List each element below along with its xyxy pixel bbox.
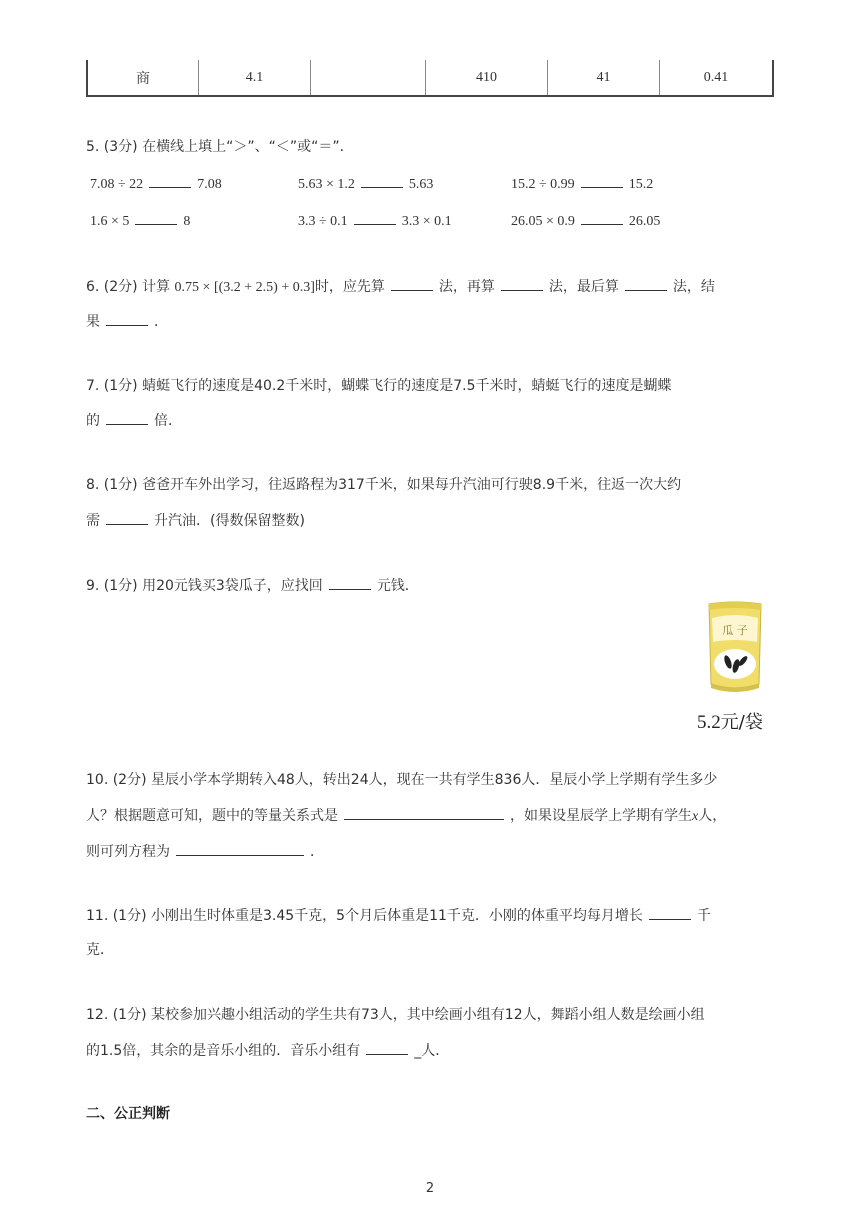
answer-blank[interactable]: [581, 210, 623, 225]
q6-line1: 6. (2分) 计算 0.75 × [(3.2 + 2.5) + 0.3]时，应先算 法，再算 法，最后算 法，结: [86, 276, 715, 298]
q7-line1: 7. (1分) 蜻蜓飞行的速度是40.2千米时，蝴蝶飞行的速度是7.5千米时，蜻蜓飞行的速度是蝴蝶: [86, 378, 672, 394]
bag-label: 瓜 子: [722, 624, 748, 637]
answer-blank[interactable]: [366, 1040, 408, 1055]
q6-line2: 果 ．: [86, 311, 168, 332]
answer-blank[interactable]: [625, 276, 667, 291]
price-label: 5.2元/袋: [697, 712, 763, 733]
answer-blank[interactable]: [106, 510, 148, 525]
q7-line2: 的 倍．: [86, 410, 182, 431]
q10-line2: 人？根据题意可知，题中的等量关系式是 ，如果设星辰学上学期有学生x人，: [86, 805, 726, 827]
q11-line1: 11. (1分) 小刚出生时体重是3.45千克，5个月后体重是11千克．小刚的体重平均每月增长 千: [86, 905, 711, 926]
q5-item: 5.63 × 1.2 5.63: [298, 173, 433, 193]
table-cell: 商: [88, 60, 199, 95]
q5-item: 3.3 ÷ 0.1 3.3 × 0.1: [298, 210, 452, 230]
answer-blank[interactable]: [176, 841, 304, 856]
q12-line1: 12. (1分) 某校参加兴趣小组活动的学生共有73人，其中绘画小组有12人，舞蹈小组人数是绘画小组: [86, 1007, 705, 1023]
q11-line2: 克．: [86, 942, 114, 958]
answer-blank[interactable]: [581, 173, 623, 188]
answer-blank[interactable]: [361, 173, 403, 188]
answer-blank[interactable]: [649, 905, 691, 920]
answer-blank[interactable]: [391, 276, 433, 291]
answer-blank[interactable]: [135, 210, 177, 225]
answer-blank[interactable]: [329, 575, 371, 590]
table-cell: 410: [426, 60, 548, 95]
answer-table: [86, 60, 774, 97]
q5-item: 1.6 × 5 8: [90, 210, 190, 230]
q8-line1: 8. (1分) 爸爸开车外出学习，往返路程为317千米，如果每升汽油可行驶8.9千米，往返一次大约: [86, 477, 682, 493]
table-cell: [311, 60, 426, 95]
table-cell: 41: [548, 60, 660, 95]
q9-line: 9. (1分) 用20元钱买3袋瓜子，应找回 元钱．: [86, 575, 419, 596]
answer-blank[interactable]: [106, 410, 148, 425]
answer-blank[interactable]: [106, 311, 148, 326]
answer-blank[interactable]: [344, 805, 504, 820]
seed-bag-image: [706, 600, 764, 692]
q5-item: 7.08 ÷ 22 7.08: [90, 173, 222, 193]
q5-item: 15.2 ÷ 0.99 15.2: [511, 173, 653, 193]
q8-line2: 需 升汽油．(得数保留整数): [86, 510, 305, 531]
table-cell: 0.41: [703, 69, 729, 85]
q5-stem: 5. (3分) 在横线上填上“＞”、“＜”或“＝”．: [86, 139, 354, 155]
section-heading: 二、公正判断: [86, 1106, 170, 1122]
answer-blank[interactable]: [354, 210, 396, 225]
q5-item: 26.05 × 0.9 26.05: [511, 210, 660, 230]
answer-blank[interactable]: [501, 276, 543, 291]
q10-line1: 10. (2分) 星辰小学本学期转入48人，转出24人，现在一共有学生836人．星辰小学上学期有学生多少: [86, 772, 718, 788]
page-number: 2: [425, 1181, 435, 1196]
q6-expression: 0.75 × [(3.2 + 2.5) + 0.3]: [174, 280, 315, 295]
answer-blank[interactable]: [149, 173, 191, 188]
q12-line2: 的1.5倍，其余的是音乐小组的．音乐小组有 _人．: [86, 1040, 449, 1061]
q10-line3: 则可列方程为 ．: [86, 841, 324, 862]
table-cell: 4.1: [199, 60, 311, 95]
